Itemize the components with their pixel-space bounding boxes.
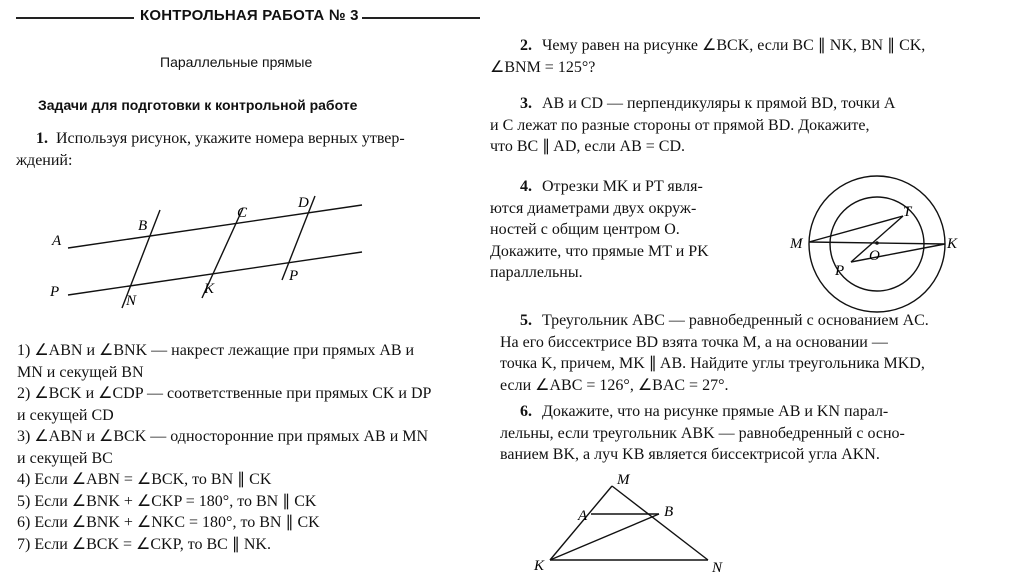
side-mn <box>612 486 708 560</box>
line-p <box>68 252 362 295</box>
task1-figure <box>40 190 380 320</box>
topic-title: Параллельные прямые <box>160 54 313 70</box>
label-c: C <box>237 205 248 221</box>
task4-text: 4. Отрезки MK и PT явля- ются диаметрами двух окруж- ностей с общим центром O. Докажите, что прямые MT и PK параллельны. <box>490 178 709 281</box>
label-p: P <box>835 263 845 279</box>
label-p-right: P <box>289 268 299 284</box>
task1-statements: 1) ∠ABN и ∠BNK — накрест лежащие при прямых AB и MN и секущей BN 2) ∠BCK и ∠CDP — соответственные при прямых CK и DP и секущей CD 3) ∠ABN и ∠BCK — односторонние при прямых AB и MN и секущей BC 4) Если ∠ABN = ∠BCK, то BN ∥ CK 5) Если ∠BNK + ∠CKP = 180°, то BN ∥ CK 6) Если ∠BNK + ∠NKC = 180°, то BN ∥ CK 7) Если ∠BCK = ∠CKP, то BC ∥ NK. <box>17 342 432 553</box>
line-a <box>68 205 362 248</box>
segment-kb <box>550 514 659 560</box>
label-n: N <box>126 293 137 309</box>
page-title: КОНТРОЛЬНАЯ РАБОТА № 3 <box>140 7 359 24</box>
label-a: A <box>578 508 588 524</box>
segment-pk <box>851 244 945 262</box>
label-n: N <box>712 560 723 574</box>
task6-text: 6. Докажите, что на рисунке прямые AB и KN парал- лельны, если треугольник ABK — равнобедренный с осно- ванием BK, а луч KB является биссектрисой угла AKN. <box>500 403 905 463</box>
task2-text: 2. Чему равен на рисунке ∠BCK, если BC ∥ NK, BN ∥ CK, ∠BNM = 125°? <box>490 37 926 76</box>
task1-text: 1. Используя рисунок, укажите номера верных утвер- ждений: <box>16 130 405 169</box>
label-p-left: P <box>50 284 60 300</box>
label-b: B <box>664 504 674 520</box>
center-o <box>875 241 879 245</box>
label-d: D <box>298 195 309 211</box>
label-m: M <box>790 236 803 252</box>
task6-figure <box>528 468 758 574</box>
label-k: K <box>534 558 545 574</box>
label-t: T <box>903 204 912 220</box>
label-a: A <box>52 233 62 249</box>
header-rule-right <box>362 17 480 19</box>
label-o: O <box>869 248 880 264</box>
task3-text: 3. AB и CD — перпендикуляры к прямой BD, точки A и C лежат по разные стороны от прямой BD. Докажите, что BC ∥ AD, если AB = CD. <box>490 95 896 155</box>
label-k: K <box>947 236 958 252</box>
task4-figure <box>785 170 985 320</box>
subtitle: Задачи для подготовки к контрольной работе <box>38 97 358 113</box>
task5-text: 5. Треугольник ABC — равнобедренный с основанием AC. На его биссектрисе BD взята точка M, а на основании — точка K, причем, MK ∥ AB. Найдите углы треугольника MKD, если ∠ABC = 126°, ∠BAC = 27°. <box>500 312 929 394</box>
label-k: K <box>204 281 215 297</box>
header-rule-left <box>16 17 134 19</box>
label-b: B <box>138 218 148 234</box>
label-m: M <box>617 472 630 488</box>
